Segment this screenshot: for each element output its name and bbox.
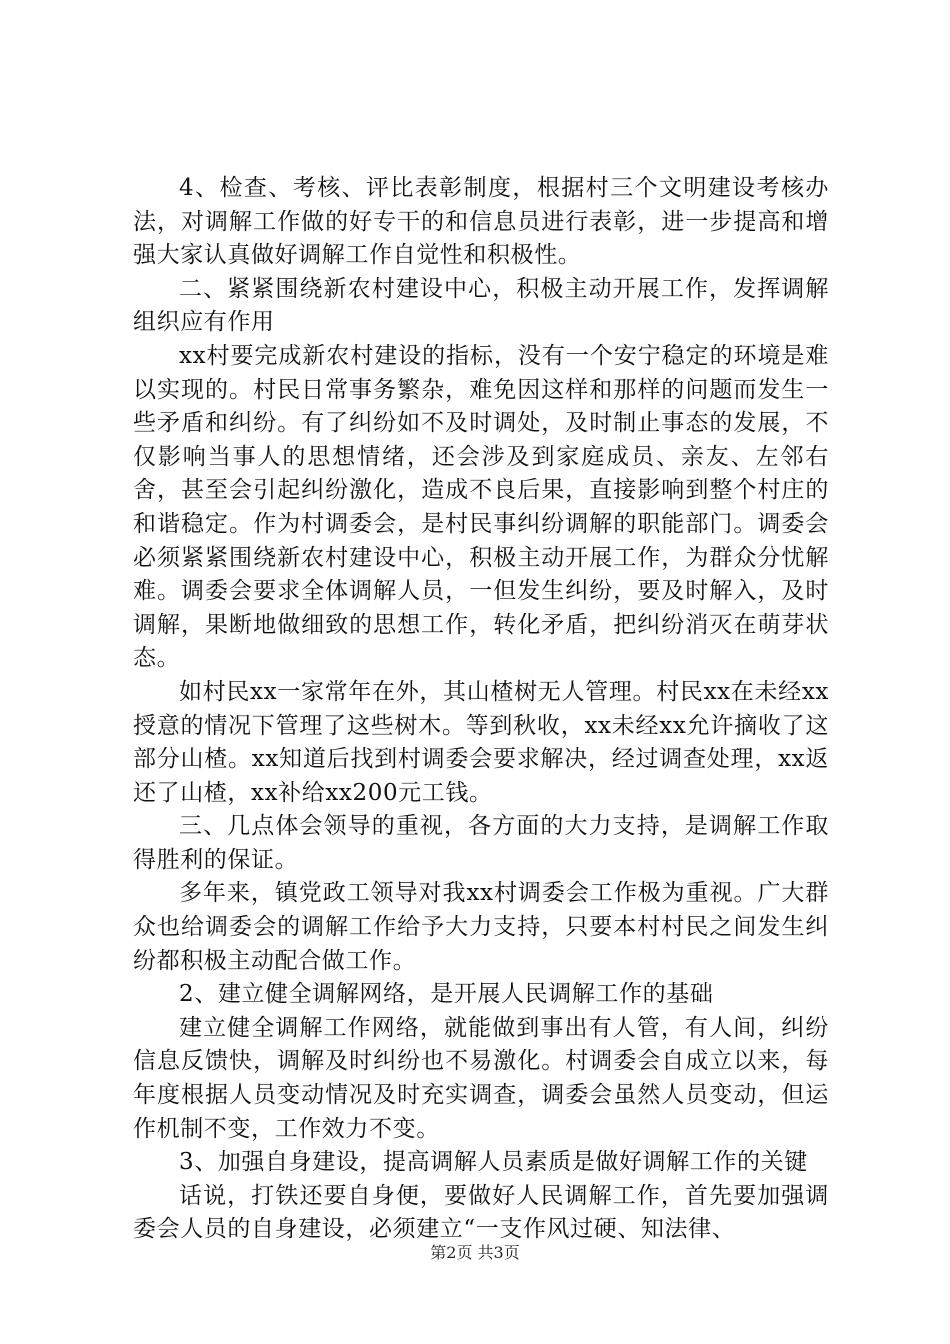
heading-self-building: 3、加强自身建设，提高调解人员素质是做好调解工作的关键: [179, 1149, 808, 1176]
heading-section-two: 二、紧紧围绕新农村建设中心，积极主动开展工作，发挥调解组织应有作用: [133, 275, 829, 336]
heading-section-three: 三、几点体会领导的重视，各方面的大力支持，是调解工作取得胜利的保证。: [133, 813, 829, 873]
paragraph-self-building-detail: 话说，打铁还要自身便，要做好人民调解工作，首先要加强调委会人员的自身建设，必须建立“一支作风过硬、知法律、: [133, 1182, 829, 1243]
paragraph-network-detail: 建立健全调解工作网络，就能做到事出有人管，有人间，纠纷信息反馈快，调解及时纠纷也不易激化。村调委会自成立以来，每年度根据人员变动情况及时充实调查，调委会虽然人员变动，但运作机制不变，工作效力不变。: [133, 1014, 829, 1142]
paragraph-inspection-system: 4、检查、考核、评比表彰制度，根据村三个文明建设考核办法，对调解工作做的好专干的和信息员进行表彰，进一步提高和增强大家认真做好调解工作自觉性和积极性。: [133, 175, 829, 269]
paragraph-leadership-support: 多年来，镇党政工领导对我xx村调委会工作极为重视。广大群众也给调委会的调解工作给予大力支持，只要本村村民之间发生纠纷都积极主动配合做工作。: [133, 880, 829, 974]
document-body: [133, 172, 829, 1247]
heading-network: 2、建立健全调解网络，是开展人民调解工作的基础: [179, 981, 714, 1008]
paragraph-village-stability: xx村要完成新农村建设的指标，没有一个安宁稳定的环境是难以实现的。村民日常事务繁杂，难免因这样和那样的问题而发生一些矛盾和纠纷。有了纠纷如不及时调处，及时制止事态的发展，不仅影响当事人的思想情绪，还会涉及到家庭成员、亲友、左邻右舍，甚至会引起纠纷激化，造成不良后果，直接影响到整个村庄的和谐稳定。作为村调委会，是村民事纠纷调解的职能部门。调委会必须紧紧围绕新农村建设中心，积极主动开展工作，为群众分忧解难。调委会要求全体调解人员，一但发生纠纷，要及时解入，及时调解，果断地做细致的思想工作，转化矛盾，把纠纷消灭在萌芽状态。: [133, 342, 829, 672]
paragraph-hawthorn-case: 如村民xx一家常年在外，其山楂树无人管理。村民xx在未经xx授意的情况下管理了这些树木。等到秋收，xx未经xx允许摘收了这部分山楂。xx知道后找到村调委会要求解决，经过调查处理，xx返还了山楂，xx补给xx200元工钱。: [133, 678, 829, 806]
page-number-footer: 第2页 共3页: [430, 1243, 520, 1262]
